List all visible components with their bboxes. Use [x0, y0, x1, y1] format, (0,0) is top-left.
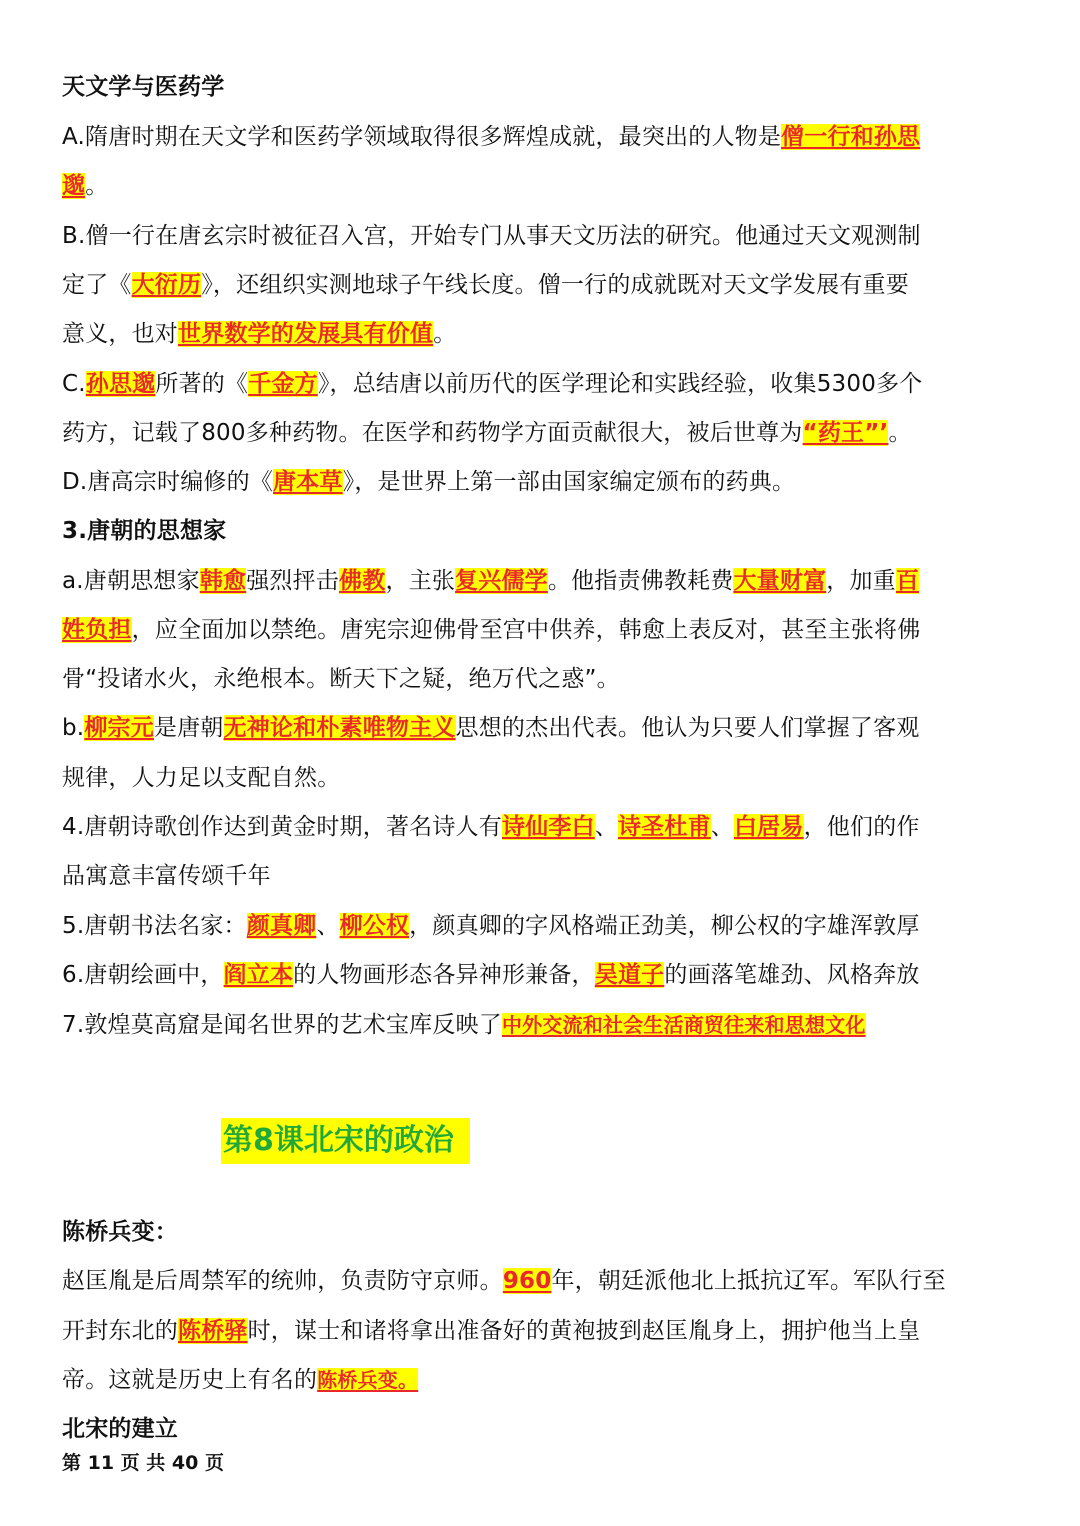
- paragraph-5-line1: [62, 906, 920, 946]
- heading-chenqiao-mutiny: 陈桥兵变：: [62, 1219, 178, 1245]
- text: ，他们的作: [803, 814, 920, 840]
- text: 》，还组织实测地球子午线长度。僧一行的成就既对天文学发展有重要: [201, 272, 909, 298]
- highlight: 颜真卿: [246, 913, 317, 939]
- text: 思想的杰出代表。他认为只要人们掌握了客观: [455, 715, 920, 741]
- heading-astronomy-medicine: 天文学与医药学: [62, 74, 225, 100]
- paragraph-chenqiao-line3: [62, 1360, 418, 1400]
- highlight: 唐本草: [273, 469, 343, 495]
- highlight: 白居易: [733, 814, 804, 840]
- paragraph-C-line2: [62, 413, 912, 453]
- heading-northern-song-founding: 北宋的建立: [62, 1416, 178, 1442]
- paragraph-B-line1: [62, 216, 921, 256]
- paragraph-b-line1: [62, 708, 920, 748]
- text: ，主张: [385, 568, 456, 594]
- text: 开封东北的: [62, 1318, 178, 1344]
- highlight: 孙思邈: [85, 371, 156, 397]
- text: 》，总结唐以前历代的医学理论和实践经验，收集5300多个: [317, 371, 923, 397]
- paragraph-a-line2: [62, 610, 920, 650]
- text: 药方，记载了800多种药物。在医学和药物学方面贡献很大，被后世尊为: [62, 420, 803, 446]
- paragraph-B-line3: [62, 314, 456, 354]
- paragraph-D-line1: [62, 462, 795, 502]
- paragraph-7-line1: [62, 1005, 866, 1045]
- paragraph-a-line1: [62, 561, 919, 601]
- text: 骨“投诸水火，永绝根本。断天下之疑，绝万代之惑”。: [62, 666, 620, 692]
- text: 。: [85, 173, 109, 199]
- text: 7.敦煌莫高窟是闻名世界的艺术宝库反映了: [62, 1012, 502, 1038]
- text: 的人物画形态各异神形兼备，: [293, 962, 595, 988]
- paragraph-chenqiao-line1: [62, 1261, 946, 1301]
- highlight: 千金方: [248, 371, 318, 397]
- paragraph-B-line2: [62, 265, 909, 305]
- highlight: 阎立本: [223, 962, 294, 988]
- paragraph-A-line2: [62, 166, 108, 206]
- text: 是唐朝: [153, 715, 224, 741]
- highlight: 柳宗元: [84, 715, 154, 741]
- text: 规律，人力足以支配自然。: [62, 765, 341, 791]
- text: B.僧一行在唐玄宗时被征召入宫，开始专门从事天文历法的研究。他通过天文观测制: [62, 223, 921, 249]
- paragraph-a-line3: [62, 659, 620, 699]
- text: 、: [316, 913, 340, 939]
- page-number-footer: 第 11 页 共 40 页: [62, 1452, 224, 1474]
- text: a.唐朝思想家: [62, 568, 200, 594]
- lesson-title: 第8课北宋的政治: [221, 1118, 470, 1164]
- text: 、: [710, 814, 734, 840]
- text: 的画落笔雄劲、风格奔放: [664, 962, 920, 988]
- text: 。: [888, 420, 912, 446]
- highlight: 邈: [62, 173, 86, 199]
- text: 。他指责佛教耗费: [547, 568, 734, 594]
- highlight: 僧一行和孙思: [781, 124, 921, 150]
- text: 》，是世界上第一部由国家编定颁布的药典。: [342, 469, 796, 495]
- text: 品寓意丰富传颂千年: [62, 863, 271, 889]
- text: 意义，也对: [62, 321, 178, 347]
- highlight: 960: [502, 1268, 552, 1294]
- text: 4.唐朝诗歌创作达到黄金时期，著名诗人有: [62, 814, 502, 840]
- highlight: 世界数学的发展具有价值: [178, 321, 434, 347]
- text: A.隋唐时期在天文学和医药学领域取得很多辉煌成就，最突出的人物是: [62, 124, 782, 150]
- highlight: 陈桥兵变。: [317, 1368, 419, 1392]
- paragraph-6-line1: [62, 955, 920, 995]
- text: 帝。这就是历史上有名的: [62, 1367, 318, 1393]
- highlight: 佛教: [339, 568, 386, 594]
- paragraph-C-line1: [62, 364, 922, 404]
- highlight: 陈桥驿: [178, 1318, 248, 1344]
- highlight: 吴道子: [594, 962, 665, 988]
- text: ，加重: [826, 568, 896, 594]
- text: 赵匡胤是后周禁军的统帅，负责防守京师。: [62, 1268, 503, 1294]
- highlight: 大衍历: [131, 272, 202, 298]
- highlight: 无神论和朴素唯物主义: [223, 715, 456, 741]
- text: ，应全面加以禁绝。唐宪宗迎佛骨至宫中供养，韩愈上表反对，甚至主张将佛: [131, 617, 921, 643]
- highlight: 柳公权: [339, 913, 410, 939]
- text: 时，谋士和诸将拿出准备好的黄袍披到赵匡胤身上，拥护他当上皇: [247, 1318, 921, 1344]
- highlight: 韩愈: [199, 568, 247, 594]
- text: 强烈抨击: [246, 568, 340, 594]
- highlight: 大量财富: [733, 568, 827, 594]
- paragraph-4-line1: [62, 807, 920, 847]
- highlight: 复兴儒学: [455, 568, 548, 594]
- paragraph-4-line2: [62, 856, 271, 896]
- text: 、: [594, 814, 618, 840]
- highlight: “药王”’: [802, 420, 889, 446]
- highlight: 姓负担: [62, 617, 132, 643]
- text: 定了《: [62, 272, 132, 298]
- paragraph-b-line2: [62, 758, 340, 798]
- text: ，颜真卿的字风格端正劲美，柳公权的字雄浑敦厚: [409, 913, 920, 939]
- highlight: 中外交流和社会生活商贸往来和思想文化: [501, 1013, 866, 1037]
- text: 6.唐朝绘画中，: [62, 962, 224, 988]
- text: D.唐高宗时编修的《: [62, 469, 274, 495]
- highlight: 诗仙李白: [501, 814, 595, 840]
- text: 所著的《: [155, 371, 249, 397]
- text: b.: [62, 715, 85, 741]
- text: C.: [62, 371, 86, 397]
- text: 5.唐朝书法名家：: [62, 913, 247, 939]
- heading-tang-thinkers: 3.唐朝的思想家: [62, 518, 227, 544]
- paragraph-A-line1: [62, 117, 920, 157]
- highlight: 诗圣杜甫: [617, 814, 711, 840]
- text: 。: [433, 321, 457, 347]
- highlight: 百: [895, 568, 920, 594]
- paragraph-chenqiao-line2: [62, 1311, 920, 1351]
- text: 年，朝廷派他北上抵抗辽军。军队行至: [551, 1268, 946, 1294]
